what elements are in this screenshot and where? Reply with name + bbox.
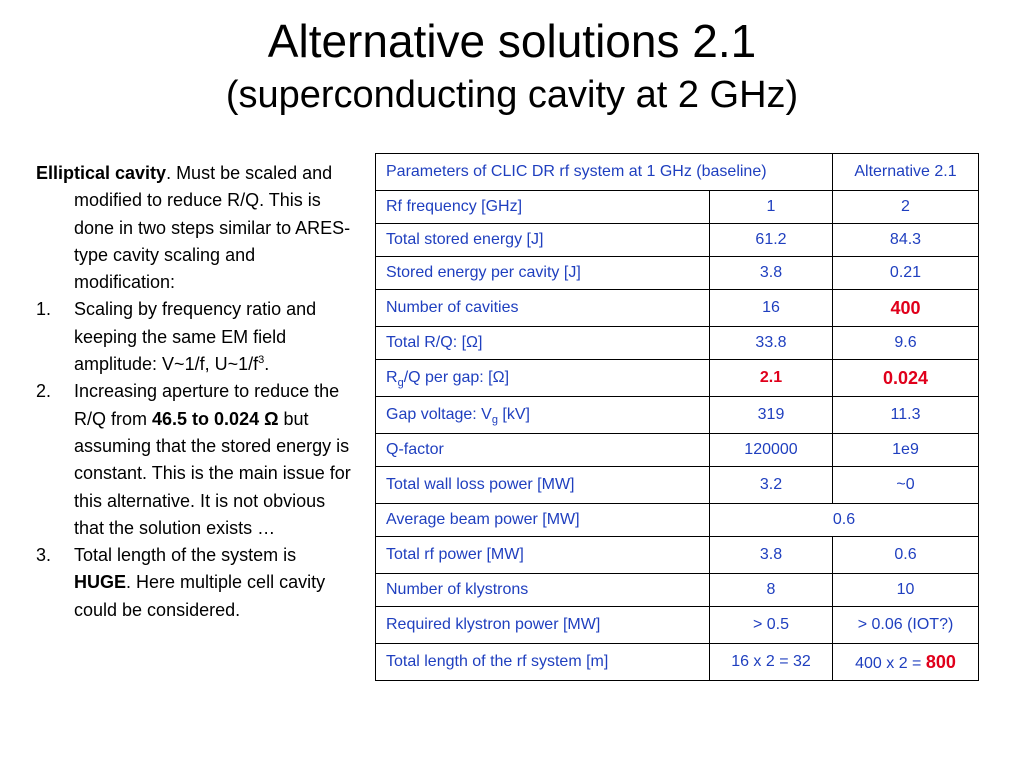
item3-text-a: Total length of the system is [74,545,297,566]
row-alt: 9.6 [833,327,979,360]
table-row [376,360,979,397]
table-row [376,574,979,607]
list-item [36,378,354,542]
label-sub: g [491,414,498,427]
item3-text-b: . Here multiple cell cavity could be considered. [74,572,326,620]
row-alt: 1e9 [833,434,979,467]
row-label: Total rf power [MW] [376,537,710,574]
row-baseline: 61.2 [710,224,833,257]
table-row [376,397,979,434]
item1-sup: 3 [258,354,265,367]
table-row [376,644,979,681]
row-alt: 11.3 [833,397,979,434]
label-b: /Q per gap: [Ω] [403,369,510,386]
row-label [376,397,710,434]
label-b: [kV] [497,406,530,423]
row-label: Stored energy per cavity [J] [376,257,710,290]
row-alt: 0.6 [833,537,979,574]
intro-text: . Must be scaled and modified to reduce R/Q. This is done in two steps similar to ARES-type cavity scaling and modification: [74,163,351,293]
list-item [36,542,354,624]
header-param: Parameters of CLIC DR rf system at 1 GHz (baseline) [376,154,833,191]
parameters-table [375,153,979,681]
row-label: Number of cavities [376,290,710,327]
table-row [376,434,979,467]
table-row [376,290,979,327]
table-row [376,191,979,224]
row-baseline: 3.8 [710,537,833,574]
item1-text: Scaling by frequency ratio and keeping the same EM field amplitude: V~1/f, U~1/f [74,299,317,375]
notes-text-block [36,160,354,624]
slide-title: Alternative solutions 2.1 [267,15,757,67]
table-row [376,607,979,644]
row-alt: 10 [833,574,979,607]
row-alt-highlight: 400 [833,290,979,327]
row-label: Average beam power [MW] [376,504,710,537]
row-alt [833,644,979,681]
table-header-row [376,154,979,191]
row-baseline: 3.8 [710,257,833,290]
intro-bold: Elliptical cavity [36,163,167,183]
row-alt-highlight: 0.024 [833,360,979,397]
row-baseline: 120000 [710,434,833,467]
row-label: Total R/Q: [Ω] [376,327,710,360]
row-baseline: > 0.5 [710,607,833,644]
row-alt: 2 [833,191,979,224]
list-number: 3. [36,545,52,566]
row-label: Rf frequency [GHz] [376,191,710,224]
slide-subtitle: (superconducting cavity at 2 GHz) [225,74,799,116]
label-sub: g [397,377,404,390]
row-label [376,360,710,397]
row-label: Total wall loss power [MW] [376,467,710,504]
table-row [376,257,979,290]
item1-end: . [264,354,270,375]
slide-title-block [0,12,1024,120]
row-baseline: 8 [710,574,833,607]
table-row [376,224,979,257]
list-item [36,296,354,378]
item2-bold: 46.5 to 0.024 Ω [152,408,279,429]
table-row [376,537,979,574]
row-alt: 84.3 [833,224,979,257]
table-row [376,327,979,360]
item3-bold: HUGE [74,572,127,593]
row-baseline: 16 x 2 = 32 [710,644,833,681]
row-label: Q-factor [376,434,710,467]
label-a: Gap voltage: V [386,406,492,423]
row-alt: ~0 [833,467,979,504]
row-label: Total length of the rf system [m] [376,644,710,681]
row-label: Number of klystrons [376,574,710,607]
row-baseline-highlight: 2.1 [710,360,833,397]
alt-text-a: 400 x 2 = [855,654,926,672]
row-label: Total stored energy [J] [376,224,710,257]
row-baseline: 16 [710,290,833,327]
row-baseline: 3.2 [710,467,833,504]
label-a: R [386,369,398,386]
list-number: 2. [36,381,52,402]
alt-highlight: 800 [925,651,956,672]
header-alt: Alternative 2.1 [833,154,979,191]
notes-intro [36,160,354,296]
row-baseline: 1 [710,191,833,224]
row-alt: 0.21 [833,257,979,290]
notes-list [36,296,354,624]
item2-text-b: but assuming that the stored energy is constant. This is the main issue for this alternative. It is not obvious that the solution exists … [74,408,351,538]
table-row [376,504,979,537]
table-row [376,467,979,504]
row-label: Required klystron power [MW] [376,607,710,644]
row-baseline: 33.8 [710,327,833,360]
item2-text-a: Increasing aperture to reduce the R/Q from [74,381,340,429]
row-merged-value: 0.6 [710,504,979,537]
row-alt: > 0.06 (IOT?) [833,607,979,644]
row-baseline: 319 [710,397,833,434]
list-number: 1. [36,299,52,320]
